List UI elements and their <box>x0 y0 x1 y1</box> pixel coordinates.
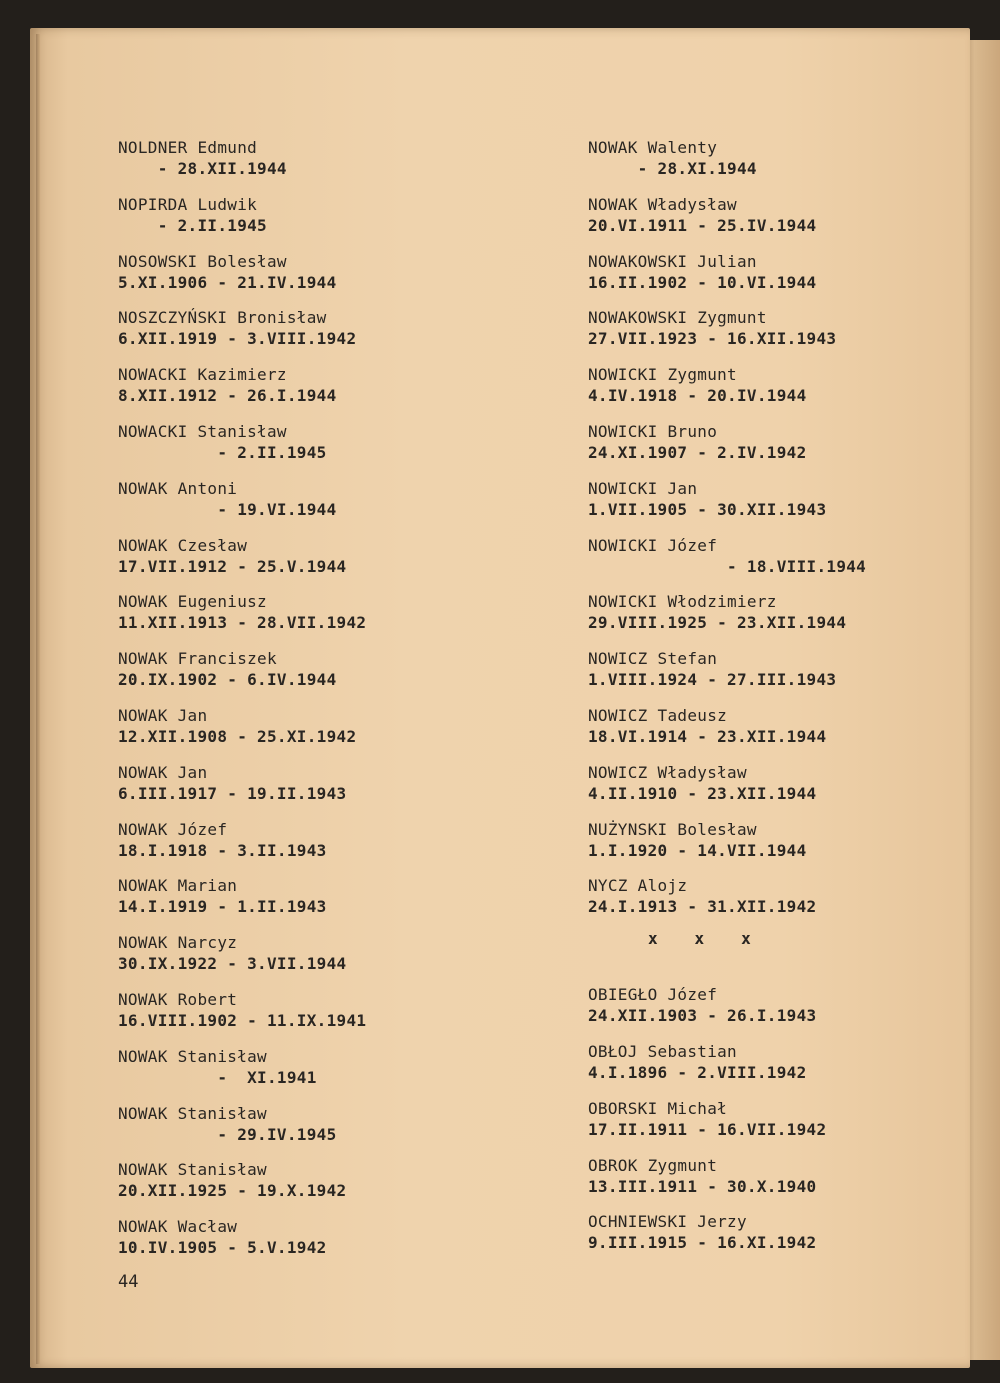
person-name: NOWAK Jan <box>118 762 208 782</box>
person-name: OBIEGŁO Józef <box>588 985 718 1005</box>
life-dates: 4.IV.1918 - 20.IV.1944 <box>588 386 807 406</box>
list-item <box>588 252 918 302</box>
list-item <box>118 195 448 245</box>
person-name: NOWAK Stanisław <box>118 1103 267 1123</box>
list-item <box>588 876 918 926</box>
life-dates: - 28.XI.1944 <box>588 159 757 178</box>
list-item <box>588 1156 918 1206</box>
person-name: NOWICKI Józef <box>588 535 718 555</box>
person-name: NOLDNER Edmund <box>118 138 258 157</box>
life-dates: 1.VII.1905 - 30.XII.1943 <box>588 499 827 519</box>
person-name: NOWICKI Bruno <box>588 422 718 441</box>
list-item <box>588 1099 918 1149</box>
life-dates: 1.VIII.1924 - 27.III.1943 <box>588 670 837 690</box>
list-item <box>118 649 448 699</box>
life-dates: 8.XII.1912 - 26.I.1944 <box>118 386 337 406</box>
person-name: NOWAK Eugeniusz <box>118 592 267 612</box>
list-item <box>118 308 448 358</box>
person-name: NOWAK Narcyz <box>118 933 238 953</box>
list-item <box>588 1042 918 1092</box>
list-item <box>588 536 918 586</box>
list-item <box>588 706 918 756</box>
life-dates: 16.II.1902 - 10.VI.1944 <box>588 272 817 292</box>
life-dates: 6.III.1917 - 19.II.1943 <box>118 783 347 803</box>
list-item <box>118 763 448 813</box>
list-item <box>118 876 448 926</box>
person-name: NOWAK Robert <box>118 990 238 1009</box>
list-item <box>588 479 918 529</box>
list-item <box>588 365 918 415</box>
list-item <box>588 422 918 472</box>
person-name: OBORSKI Michał <box>588 1098 728 1118</box>
person-name: NOWAK Jan <box>118 706 208 725</box>
life-dates: 18.VI.1914 - 23.XII.1944 <box>588 727 827 746</box>
life-dates: - 18.VIII.1944 <box>588 556 867 576</box>
list-item <box>588 649 918 699</box>
list-item <box>118 536 448 586</box>
list-item <box>118 1217 448 1267</box>
list-item <box>118 820 448 870</box>
list-item <box>588 195 918 245</box>
person-name: NOWAK Józef <box>118 819 228 839</box>
person-name: OBŁOJ Sebastian <box>588 1042 737 1061</box>
person-name: NOWAK Wacław <box>118 1217 238 1237</box>
person-name: NOWAK Czesław <box>118 535 248 555</box>
person-name: NOWACKI Kazimierz <box>118 365 287 385</box>
person-name: NOWACKI Stanisław <box>118 422 287 441</box>
person-name: NOWAK Stanisław <box>118 1046 267 1066</box>
life-dates: 9.III.1915 - 16.XI.1942 <box>588 1233 817 1253</box>
life-dates: 24.XII.1903 - 26.I.1943 <box>588 1006 817 1026</box>
list-item <box>588 1212 918 1262</box>
life-dates: - 2.II.1945 <box>118 443 327 462</box>
person-name: NOPIRDA Ludwik <box>118 194 258 214</box>
life-dates: - XI.1941 <box>118 1067 317 1087</box>
list-item <box>588 308 918 358</box>
life-dates: 24.I.1913 - 31.XII.1942 <box>588 897 817 917</box>
list-item <box>118 479 448 529</box>
person-name: NOWICZ Władysław <box>588 762 747 782</box>
section-separator: x x x <box>648 929 753 949</box>
list-item <box>118 138 448 188</box>
list-item <box>118 706 448 756</box>
list-item <box>118 365 448 415</box>
person-name: NOWAK Stanisław <box>118 1160 267 1180</box>
person-name: NOWICKI Zygmunt <box>588 365 737 385</box>
life-dates: 4.II.1910 - 23.XII.1944 <box>588 783 817 803</box>
person-name: NOWICKI Jan <box>588 478 698 498</box>
person-name: NOWAK Marian <box>118 876 238 896</box>
list-item <box>118 1104 448 1154</box>
person-name: NOWAK Antoni <box>118 478 238 498</box>
life-dates: 14.I.1919 - 1.II.1943 <box>118 897 327 917</box>
life-dates: 6.XII.1919 - 3.VIII.1942 <box>118 329 357 349</box>
person-name: NOWAK Franciszek <box>118 649 277 669</box>
person-name: OCHNIEWSKI Jerzy <box>588 1212 747 1232</box>
life-dates: - 2.II.1945 <box>118 215 267 235</box>
person-name: NYCZ Alojz <box>588 876 688 896</box>
person-name: NOWAK Władysław <box>588 194 737 214</box>
list-item <box>118 592 448 642</box>
list-item <box>118 252 448 302</box>
list-item <box>118 422 448 472</box>
person-name: NUŻYNSKI Bolesław <box>588 819 757 839</box>
list-item <box>118 1047 448 1097</box>
person-name: NOWAK Walenty <box>588 138 718 157</box>
life-dates: - 29.IV.1945 <box>118 1124 337 1144</box>
life-dates: 16.VIII.1902 - 11.IX.1941 <box>118 1011 367 1030</box>
list-item <box>118 990 448 1040</box>
life-dates: 27.VII.1923 - 16.XII.1943 <box>588 329 837 349</box>
person-name: OBROK Zygmunt <box>588 1155 718 1175</box>
life-dates: 11.XII.1913 - 28.VII.1942 <box>118 613 367 633</box>
person-name: NOSOWSKI Bolesław <box>118 251 287 271</box>
life-dates: - 28.XII.1944 <box>118 159 287 178</box>
life-dates: 17.VII.1912 - 25.V.1944 <box>118 556 347 576</box>
life-dates: 20.XII.1925 - 19.X.1942 <box>118 1181 347 1201</box>
list-item <box>588 820 918 870</box>
life-dates: 1.I.1920 - 14.VII.1944 <box>588 840 807 860</box>
book-spine <box>36 34 40 1364</box>
life-dates: 24.XI.1907 - 2.IV.1942 <box>588 443 807 462</box>
life-dates: 30.IX.1922 - 3.VII.1944 <box>118 954 347 974</box>
person-name: NOWAKOWSKI Julian <box>588 251 757 271</box>
list-item <box>588 985 918 1035</box>
life-dates: - 19.VI.1944 <box>118 499 337 519</box>
life-dates: 20.IX.1902 - 6.IV.1944 <box>118 670 337 690</box>
life-dates: 29.VIII.1925 - 23.XII.1944 <box>588 613 847 633</box>
life-dates: 12.XII.1908 - 25.XI.1942 <box>118 727 357 746</box>
life-dates: 20.VI.1911 - 25.IV.1944 <box>588 215 817 235</box>
list-item <box>118 1160 448 1210</box>
list-item <box>588 138 918 188</box>
life-dates: 5.XI.1906 - 21.IV.1944 <box>118 272 337 292</box>
list-item <box>588 763 918 813</box>
list-item <box>118 933 448 983</box>
page-number: 44 <box>118 1272 139 1292</box>
list-item <box>588 592 918 642</box>
person-name: NOWICZ Stefan <box>588 649 718 669</box>
person-name: NOWAKOWSKI Zygmunt <box>588 308 767 328</box>
person-name: NOSZCZYŃSKI Bronisław <box>118 308 327 328</box>
life-dates: 4.I.1896 - 2.VIII.1942 <box>588 1063 807 1082</box>
life-dates: 17.II.1911 - 16.VII.1942 <box>588 1119 827 1139</box>
life-dates: 13.III.1911 - 30.X.1940 <box>588 1176 817 1196</box>
person-name: NOWICKI Włodzimierz <box>588 592 777 612</box>
life-dates: 10.IV.1905 - 5.V.1942 <box>118 1238 327 1258</box>
life-dates: 18.I.1918 - 3.II.1943 <box>118 840 327 860</box>
person-name: NOWICZ Tadeusz <box>588 706 728 725</box>
